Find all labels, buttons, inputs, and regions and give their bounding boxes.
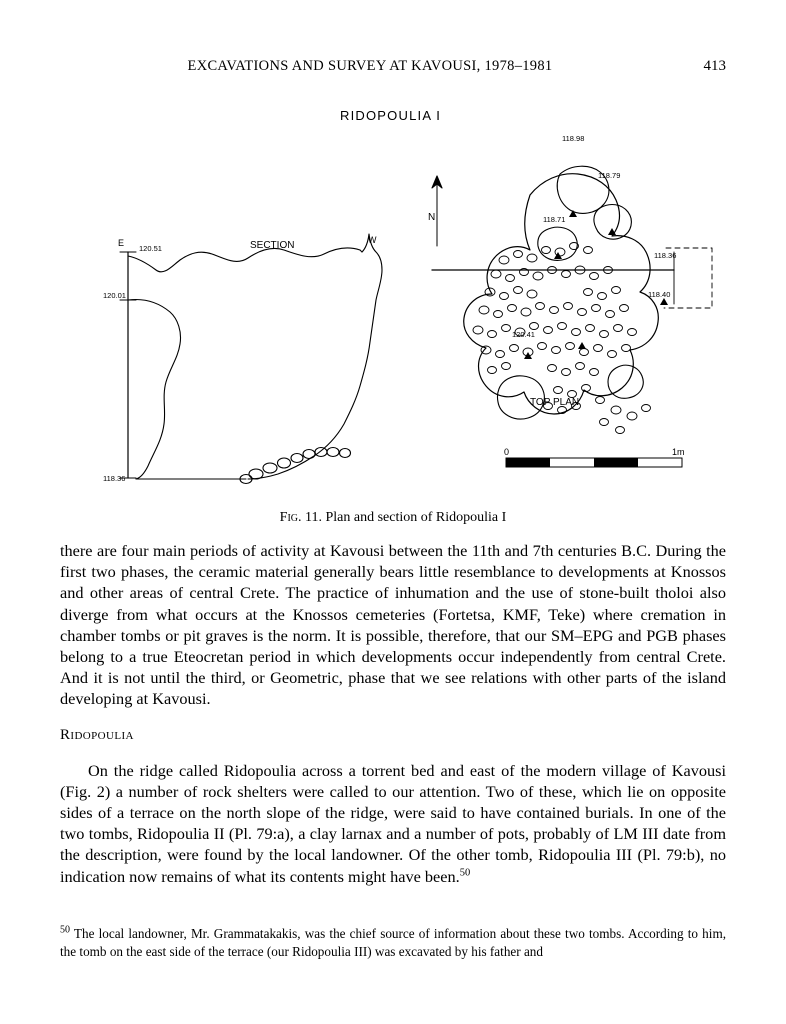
paragraph-2 bbox=[60, 760, 726, 887]
elevation-118-98: 118.98 bbox=[562, 134, 585, 143]
footnote-50 bbox=[60, 925, 726, 960]
elevation-120-51: 120.51 bbox=[139, 244, 162, 253]
elevation-118-71: 118.71 bbox=[543, 215, 566, 224]
paragraph-2-text: On the ridge called Ridopoulia across a torrent bed and east of the modern village of Kavousi (Fig. 2) a number of rock shelters were called to our attention. Two of these, which lie on opposite sides of a terrace on the north slope of the ridge, were said to have contained burials. In one of the two tombs, Ridopoulia II (Pl. 79:a), a clay larnax and a number of pots, probably of LM III date from the description, were found by the local landowner. Of the other tomb, Ridopoulia III (Pl. 79:b), no indication now remains of what its contents might have been. bbox=[60, 760, 726, 886]
section-heading-ridopoulia: Ridopoulia bbox=[60, 726, 134, 743]
section-east-marker: E bbox=[118, 238, 125, 248]
running-head bbox=[60, 58, 726, 78]
spacer bbox=[60, 744, 726, 760]
footnote-marker-50: 50 bbox=[459, 867, 471, 879]
figure-caption bbox=[60, 510, 726, 526]
elevation-118-36-section: 118.36 bbox=[103, 474, 126, 483]
scale-one-metre-label: 1m bbox=[672, 447, 685, 457]
north-arrow-label: N bbox=[428, 212, 436, 223]
footnote-number: 50 bbox=[60, 924, 70, 936]
section-label: SECTION bbox=[250, 240, 295, 251]
page-number: 413 bbox=[703, 58, 726, 74]
figure-caption-text: Plan and section of Ridopoulia I bbox=[325, 510, 507, 525]
body-text bbox=[60, 540, 726, 887]
elevation-120-41: 120.41 bbox=[512, 330, 535, 339]
running-head-title: EXCAVATIONS AND SURVEY AT KAVOUSI, 1978–1981 bbox=[187, 58, 553, 74]
top-plan-label: TOP PLAN bbox=[530, 397, 580, 408]
elevation-118-36-plan: 118.36 bbox=[654, 251, 677, 260]
section-west-marker: W bbox=[368, 235, 377, 245]
footnote-text: The local landowner, Mr. Grammatakakis, was the chief source of information about these two tombs. According to him, the tomb on the east side of the terrace (our Ridopoulia III) was excavated by his father and bbox=[60, 926, 726, 959]
figure-11 bbox=[60, 100, 726, 520]
elevation-118-79: 118.79 bbox=[598, 171, 621, 180]
scale-zero-label: 0 bbox=[504, 447, 510, 457]
elevation-120-01: 120.01 bbox=[103, 291, 126, 300]
figure-caption-prefix: Fig. 11. bbox=[279, 510, 322, 525]
elevation-118-40: 118.40 bbox=[648, 290, 671, 299]
figure-drawing bbox=[60, 100, 726, 520]
paragraph-1: there are four main periods of activity at Kavousi between the 11th and 7th centuries B.C. During the first two phases, the ceramic material generally bears little resemblance to developments at Knossos and other areas of central Crete. The practice of inhumation and the use of stone-built tholoi also diverge from what occurs at the Knossos cemeteries (Fortetsa, KMF, Teke) where cremation in chamber tombs or pit graves is the norm. It is possible, therefore, that our SM–EPG and PGB phases belong to a true Eteocretan period in which developments occur independently from central Crete. And it is not until the third, or Geometric, phase that we see relations with other parts of the island developing at Kavousi. bbox=[60, 541, 726, 709]
figure-heading: RIDOPOULIA I bbox=[340, 108, 442, 123]
